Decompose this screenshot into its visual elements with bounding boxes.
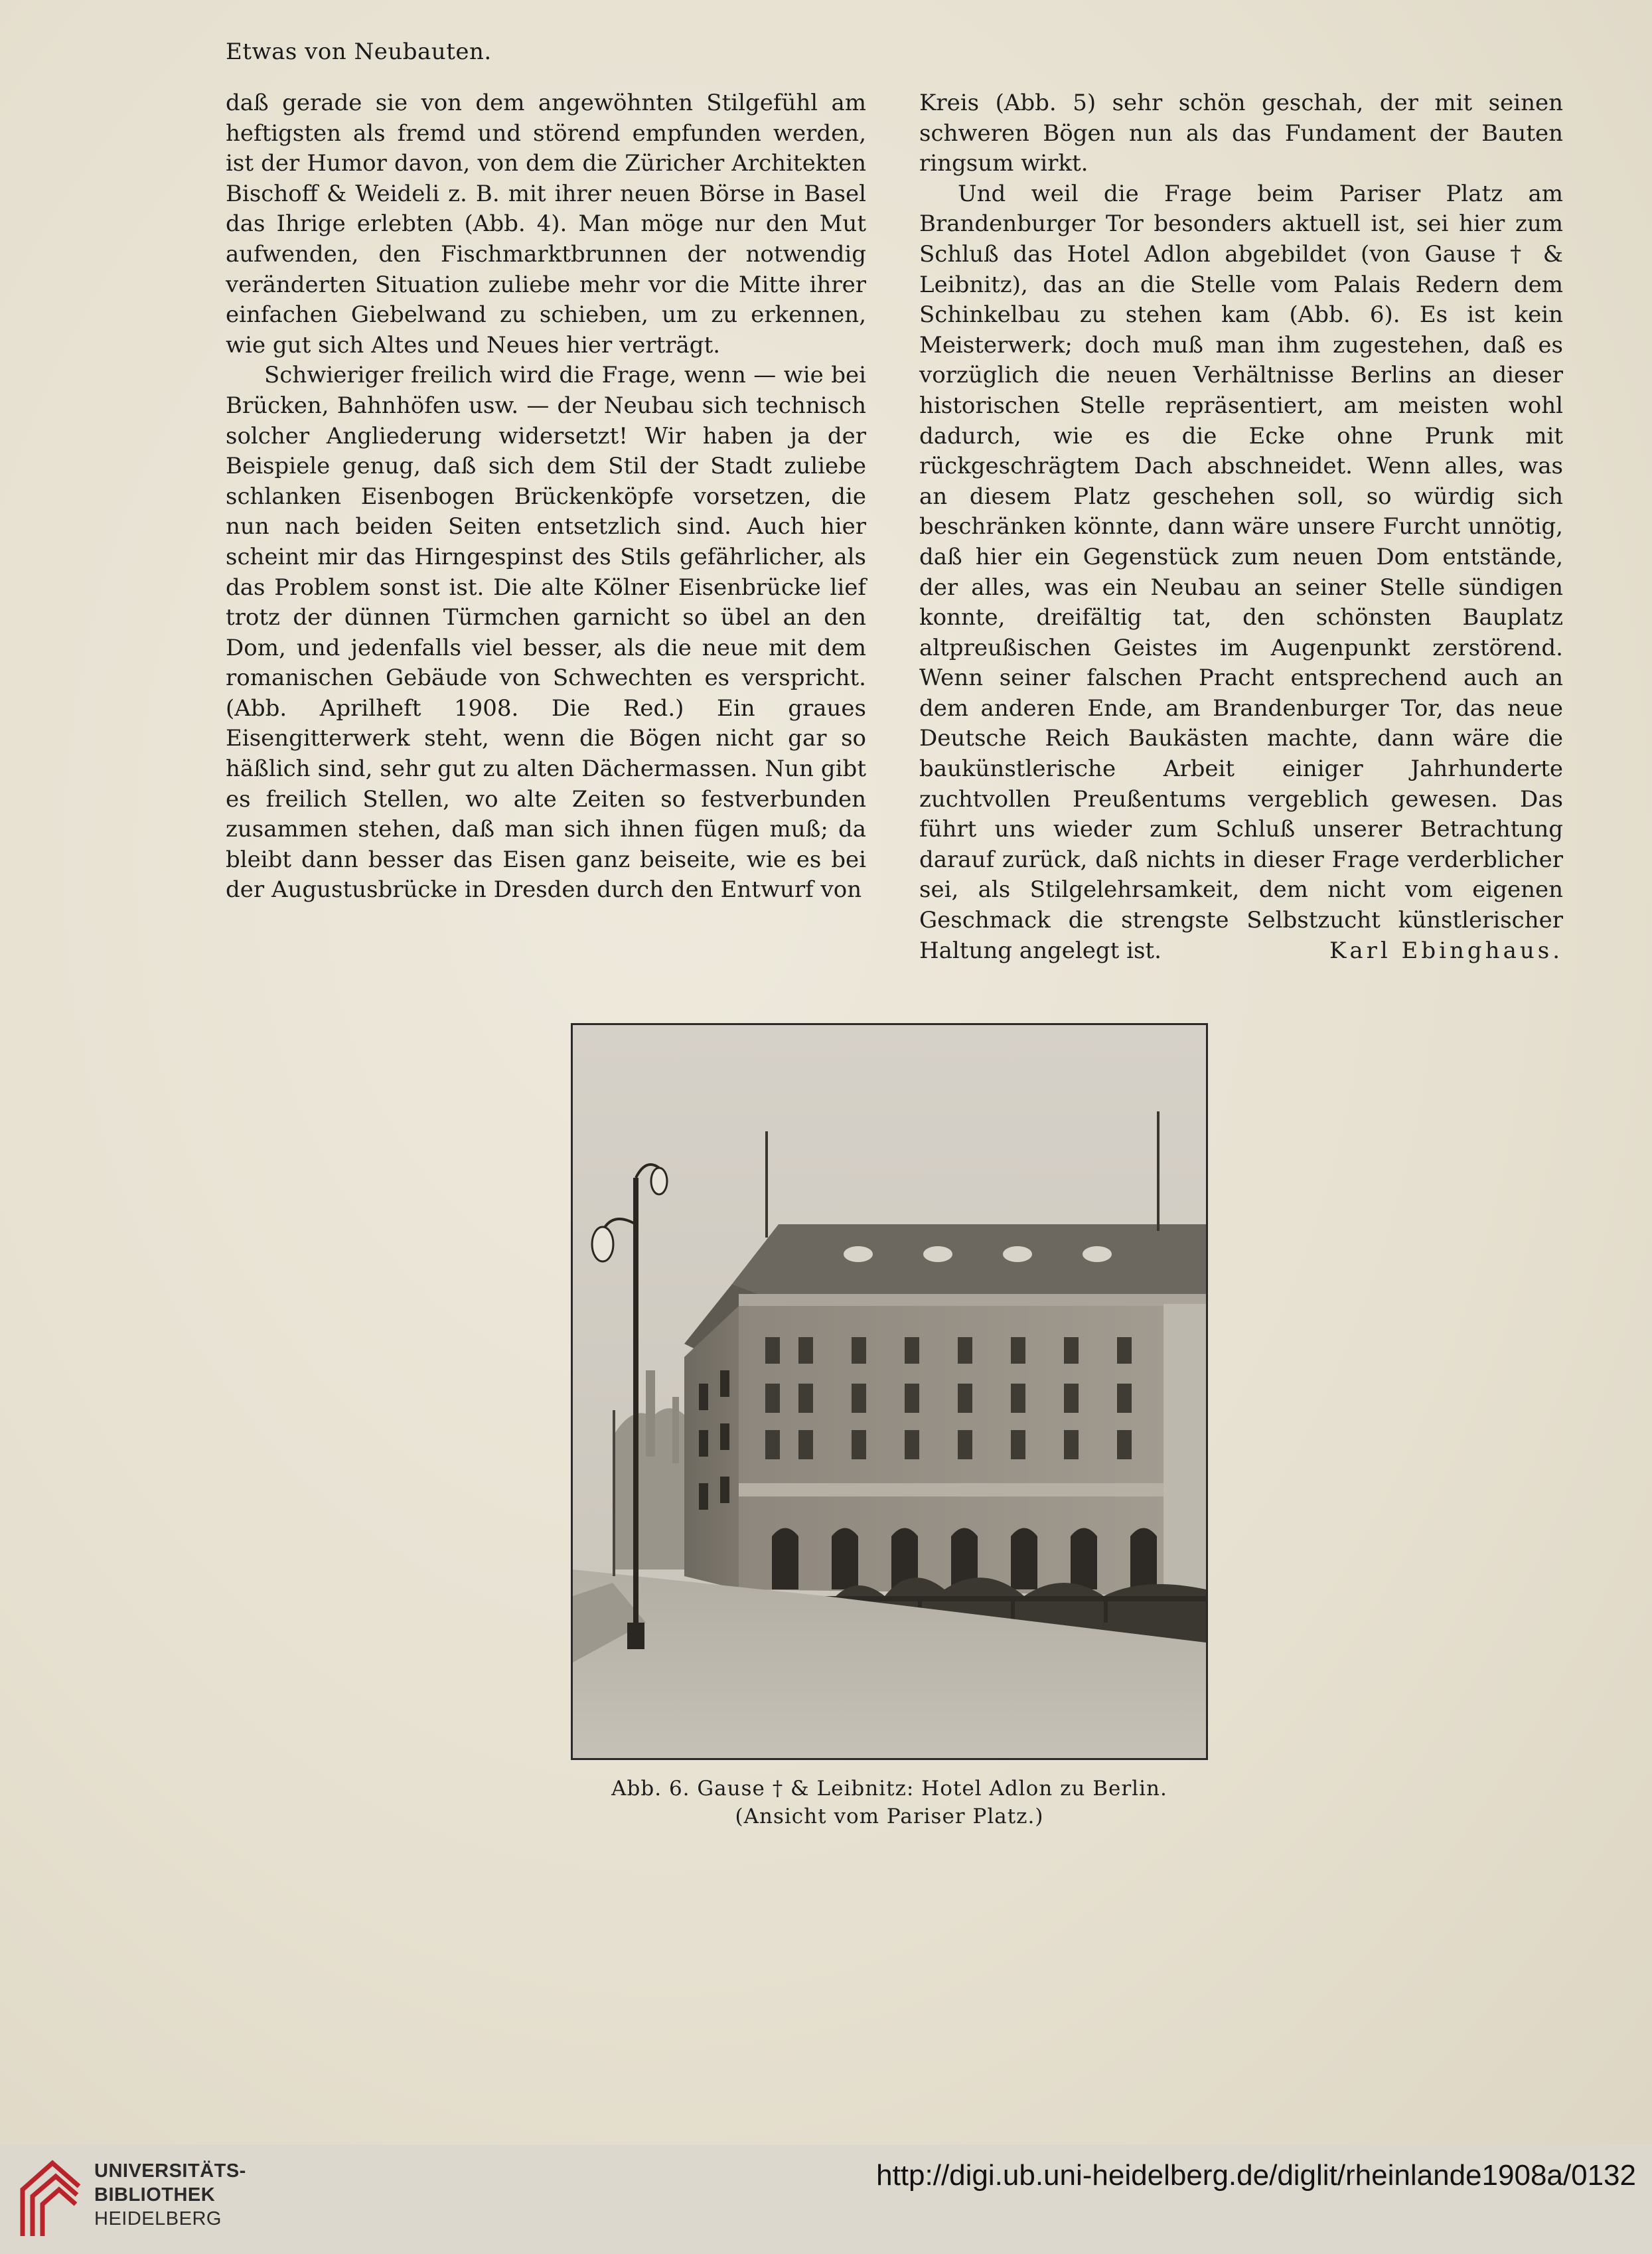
hotel-adlon-photograph bbox=[571, 1023, 1208, 1760]
library-name-line2: BIBLIOTHEK bbox=[94, 2184, 216, 2206]
permalink-url[interactable]: http://digi.ub.uni-heidelberg.de/diglit/rheinlande1908a/0132 bbox=[876, 2159, 1636, 2192]
right-text-column bbox=[919, 88, 1563, 966]
photograph-illustration bbox=[573, 1025, 1206, 1758]
left-text-column bbox=[226, 88, 866, 906]
running-title: Etwas von Neubauten. bbox=[226, 39, 492, 65]
paragraph-text: Und weil die Frage beim Pariser Platz am Brandenburger Tor besonders aktuell ist, sei hier zum Schluß das Hotel Adlon abgebildet (von Gause † & Leibnitz), das an die Stelle vom Palais Redern dem Schinkelbau zu stehen kam (Abb. 6). Es ist kein Meisterwerk; doch muß man ihm zugestehen, daß es vorzüglich die neuen Verhältnisse Berlins an dieser historischen Stelle repräsentiert, am meisten wohl dadurch, wie es die Ecke ohne Prunk mit rückgeschrägtem Dach abschneidet. Wenn alles, was an diesem Platz geschehen soll, so würdig sich beschränken könnte, dann wäre unsere Furcht unnötig, daß hier ein Gegenstück zum neuen Dom entstände, der alles, was ein Neubau an seiner Stelle sündigen konnte, dreifältig tat, den schönsten Bauplatz altpreußischen Geistes im Augenpunkt zerstörend. Wenn seiner falschen Pracht entsprechend auch an dem anderen Ende, am Brandenburger Tor, das neue Deutsche Reich Baukästen machte, dann wäre die baukünstlerische Arbeit einiger Jahrhunderte zuchtvollen Preußentums vergeblich gewesen. Das führt uns wieder zum Schluß unserer Betrachtung darauf zurück, daß nichts in dieser Frage verderblicher sei, als Stilgelehrsamkeit, dem nicht vom eigenen Geschmack die strengste Selbstzucht künstlerischer Haltung angelegt ist. bbox=[919, 180, 1563, 964]
library-logo-icon[interactable] bbox=[16, 2150, 86, 2243]
author-signature: Karl Ebinghaus. bbox=[1329, 937, 1563, 964]
paragraph: Schwieriger freilich wird die Frage, wenn — wie bei Brücken, Bahnhöfen usw. — der Neubau sich technisch solcher Angliederung widersetzt! Wir haben ja der Beispiele genug, daß sich dem Stil der Stadt zuliebe schlanken Eisenbogen Brückenköpfe vorsetzen, die nun nach beiden Seiten entsetzlich sind. Auch hier scheint mir das Hirngespinst des Stils gefährlicher, als das Problem sonst ist. Die alte Kölner Eisenbrücke lief trotz der dünnen Türmchen garnicht so übel an den Dom, und jedenfalls viel besser, als die neue mit dem romanischen Gebäude von Schwechten es verspricht. (Abb. Aprilheft 1908. Die Red.) Ein graues Eisengitterwerk steht, wenn die Bögen nicht gar so häßlich sind, sehr gut zu alten Dächermassen. Nun gibt es freilich Stellen, wo alte Zeiten so festverbunden zusammen stehen, daß man sich ihnen fügen muß; da bleibt dann besser das Eisen ganz beiseite, wie es bei der Augustusbrücke in Dresden durch den Entwurf von bbox=[226, 362, 866, 904]
paragraph: daß gerade sie von dem angewöhnten Stilgefühl am heftigsten als fremd und störend empfunden werden, ist der Humor davon, von dem die Züricher Architekten Bischoff & Weideli z. B. mit ihrer neuen Börse in Basel das Ihrige erlebten (Abb. 4). Man möge nur den Mut aufwenden, den Fischmarktbrunnen der notwendig veränderten Situation zuliebe mehr vor die Mitte ihrer einfachen Giebelwand zu schieben, um zu erkennen, wie gut sich Altes und Neues hier verträgt. bbox=[226, 90, 866, 359]
library-name-line3: HEIDELBERG bbox=[94, 2208, 222, 2229]
figure-subcaption: (Ansicht vom Pariser Platz.) bbox=[735, 1805, 1044, 1828]
figure-caption: Abb. 6. Gause † & Leibnitz: Hotel Adlon zu Berlin. bbox=[611, 1777, 1167, 1801]
paragraph bbox=[919, 179, 1563, 966]
library-name-line1: UNIVERSITÄTS- bbox=[94, 2160, 246, 2182]
paragraph: Kreis (Abb. 5) sehr schön geschah, der mit seinen schweren Bögen nun als das Fundament der Bauten ringsum wirkt. bbox=[919, 90, 1563, 177]
